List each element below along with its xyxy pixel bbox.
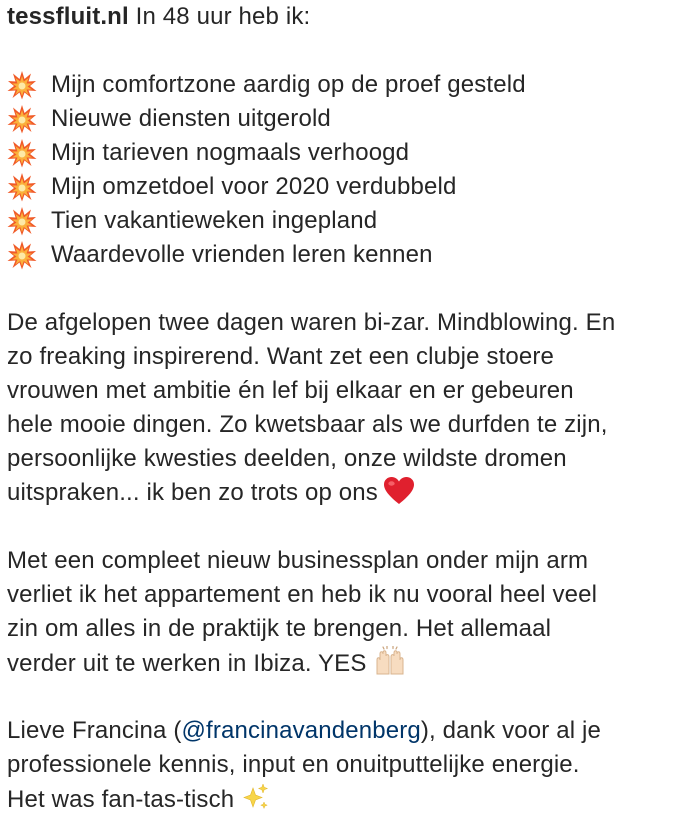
collision-icon [7,172,37,202]
bullet-item [7,136,695,170]
username-link[interactable]: tessfluit.nl [7,3,129,30]
bullet-item [7,68,695,102]
collision-icon [7,104,37,134]
paragraph-line: vrouwen met ambitie én lef bij elkaar en er gebeuren [7,377,574,404]
spacer [7,510,695,544]
bullet-text: Mijn comfortzone aardig op de proef gesteld [51,71,526,98]
paragraph-line: verliet ik het appartement en heb ik nu vooral heel veel [7,581,598,608]
paragraph-line: professionele kennis, input en onuitputtelijke energie. [7,751,580,778]
red-heart-icon [384,477,414,505]
collision-icon [7,138,37,168]
caption-header [7,0,695,34]
paragraph-3 [7,714,695,816]
paragraph-line: zin om alles in de praktijk te brengen. Het allemaal [7,615,552,642]
paragraph-text: ), dank voor al je [420,717,601,744]
paragraph-line: De afgelopen twee dagen waren bi-zar. Mindblowing. En [7,309,616,336]
paragraph-line: zo freaking inspirerend. Want zet een clubje stoere [7,343,555,370]
paragraph-line: hele mooie dingen. Zo kwetsbaar als we durfden te zijn, [7,411,608,438]
paragraph-line: persoonlijke kwesties deelden, onze wildste dromen [7,445,567,472]
bullet-text: Waardevolle vrienden leren kennen [51,241,433,268]
bullet-item [7,102,695,136]
paragraph-1 [7,306,695,510]
collision-icon [7,70,37,100]
paragraph-text: verder uit te werken in Ibiza. YES [7,650,367,677]
paragraph-2 [7,544,695,680]
sparkles-icon [240,782,270,812]
paragraph-line: Met een compleet nieuw businessplan onder mijn arm [7,547,589,574]
raising-hands-icon [373,646,407,676]
paragraph-line-last [7,476,695,510]
spacer [7,272,695,306]
collision-icon [7,240,37,270]
bullet-item [7,170,695,204]
paragraph-line-last [7,782,695,816]
bullet-list [7,68,695,272]
spacer [7,34,695,68]
bullet-text: Mijn tarieven nogmaals verhoogd [51,139,410,166]
bullet-item [7,204,695,238]
bullet-item [7,238,695,272]
mention-link[interactable]: @francinavandenberg [181,717,421,744]
paragraph-text: uitspraken... ik ben zo trots op ons [7,479,378,506]
caption-intro: In 48 uur heb ik: [135,3,311,30]
paragraph-text: Lieve Francina ( [7,717,182,744]
bullet-text: Mijn omzetdoel voor 2020 verdubbeld [51,173,457,200]
spacer [7,680,695,714]
bullet-text: Nieuwe diensten uitgerold [51,105,331,132]
paragraph-text: Het was fan-tas-tisch [7,786,235,813]
paragraph-line [7,714,695,748]
collision-icon [7,206,37,236]
post-caption [7,0,695,816]
bullet-text: Tien vakantieweken ingepland [51,207,378,234]
paragraph-line-last [7,646,695,680]
